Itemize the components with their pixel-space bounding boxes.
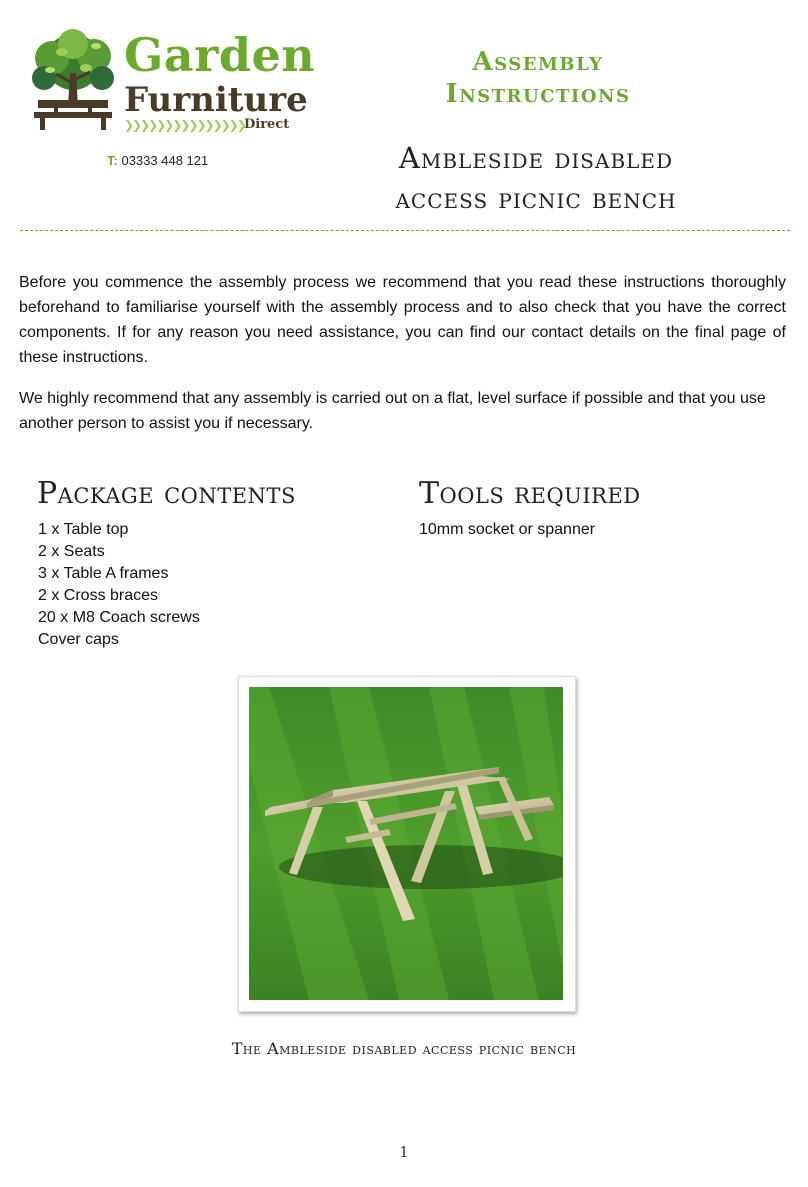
list-item: 3 x Table A frames xyxy=(38,565,169,582)
list-item: 1 x Table top xyxy=(38,521,129,538)
list-item: Cover caps xyxy=(38,631,119,648)
brand-direct: Direct xyxy=(244,117,290,132)
list-item: 2 x Seats xyxy=(38,543,105,560)
photo-caption: The Ambleside disabled access picnic bench xyxy=(231,1039,577,1058)
company-logo xyxy=(24,28,316,138)
list-item: 2 x Cross braces xyxy=(38,587,159,604)
chevron-strip-icon: ❯❯❯❯❯❯❯❯❯❯❯❯❯❯❯ xyxy=(124,118,245,132)
tools-required-heading: Tools required xyxy=(419,476,641,511)
page-number: 1 xyxy=(399,1143,409,1161)
package-contents-heading: Package contents xyxy=(37,476,296,511)
header-divider xyxy=(20,230,790,231)
phone-label: T: xyxy=(107,153,118,168)
tools-required-list xyxy=(419,519,595,541)
doc-type-heading xyxy=(380,46,696,110)
product-title-line2: access picnic bench xyxy=(395,181,677,215)
doc-type-line1: Assembly xyxy=(472,47,604,77)
intro-paragraph-1: Before you commence the assembly process we recommend that you read these instructions thoroughly beforehand to familiarise yourself with the assembly process and to also check that you have the correct components. If for any reason you need assistance, you can find our contact details on the final page of these instructions. xyxy=(19,274,786,366)
product-title xyxy=(330,138,742,218)
brand-garden: Garden xyxy=(124,28,316,82)
product-title-line1: Ambleside disabled xyxy=(398,141,674,175)
list-item: 10mm socket or spanner xyxy=(419,521,596,538)
brand-furniture: Furniture xyxy=(124,80,308,120)
phone-number: 03333 448 121 xyxy=(121,153,209,168)
list-item: 20 x M8 Coach screws xyxy=(38,609,200,626)
intro-text xyxy=(19,270,786,452)
picnic-bench-photo xyxy=(249,687,563,1000)
intro-paragraph-2: We highly recommend that any assembly is carried out on a flat, level surface if possible and that you use another person to assist you if necessary. xyxy=(19,390,766,432)
phone-contact xyxy=(107,153,208,168)
doc-type-line2: Instructions xyxy=(445,79,631,109)
product-photo xyxy=(238,676,576,1012)
tree-bench-logo-icon xyxy=(24,28,122,132)
package-contents-list xyxy=(38,519,200,651)
